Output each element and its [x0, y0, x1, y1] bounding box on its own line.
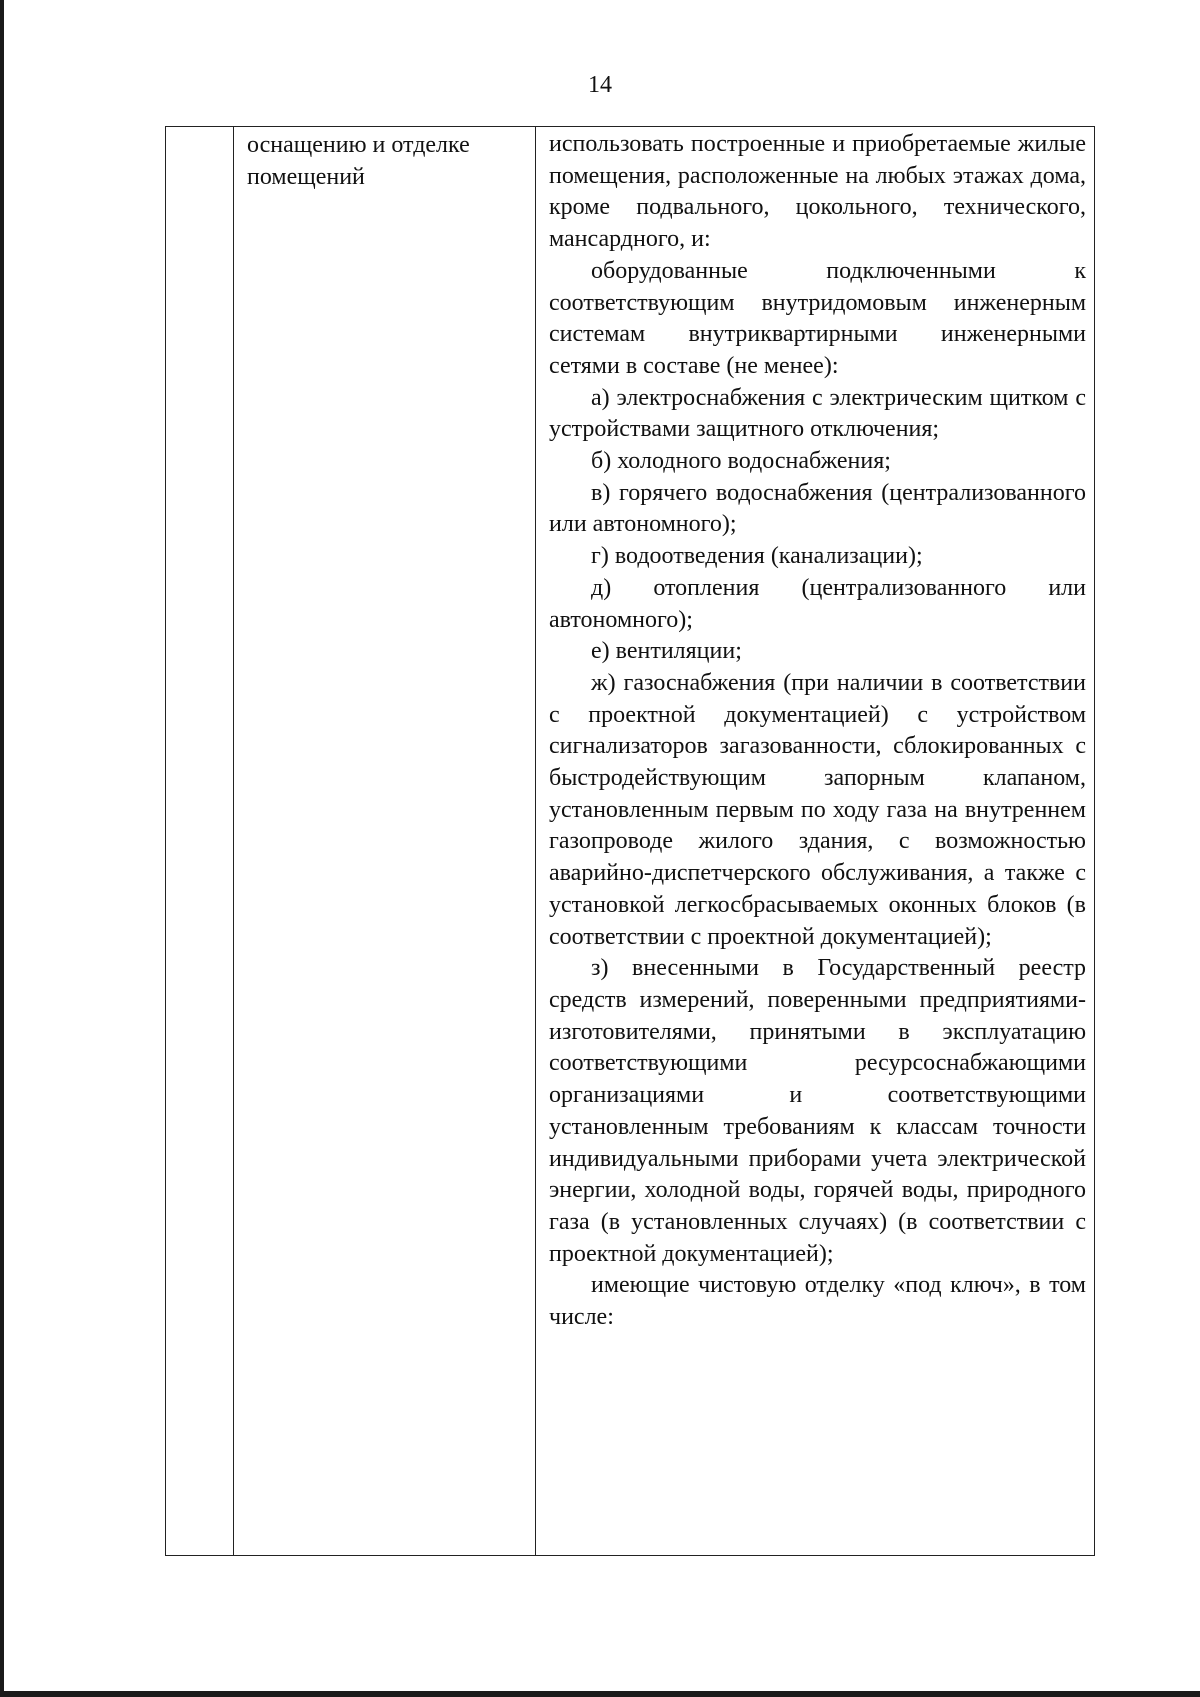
row-name-line: помещений: [247, 164, 365, 190]
requirement-list-item: в) горячего водоснабжения (централизованного или автономного);: [549, 479, 1086, 538]
requirement-list-item: е) вентиляции;: [591, 638, 742, 665]
requirement-list-item: ж) газоснабжения (при наличии в соответствии с проектной документацией) с устройством сигнализаторов загазованности, сблокированных с быстродействующим запорным клапаном, установленным первым по ходу газа на внутреннем газопроводе жилого здания, с возможностью аварийно-диспетчерского обслуживания, а также с установкой легкосбрасываемых оконных блоков (в соответствии с проектной документацией);: [549, 669, 1086, 950]
scan-border-bottom: [0, 1691, 1200, 1697]
requirement-list-item: д) отопления (централизованного или автономного);: [549, 574, 1086, 633]
column-divider: [535, 127, 536, 1555]
requirement-paragraph: использовать построенные и приобретаемые жилые помещения, расположенные на любых этажах дома, кроме подвального, цокольного, технического, мансардного, и:: [549, 131, 1086, 253]
row-number-cell: [166, 127, 233, 1555]
column-divider: [233, 127, 234, 1555]
requirement-list-item: г) водоотведения (канализации);: [591, 543, 923, 570]
row-requirements-cell: [549, 129, 1086, 1334]
requirement-list-item: а) электроснабжения с электрическим щитком с устройствами защитного отключения;: [549, 384, 1086, 443]
requirement-list-item: з) внесенными в Государственный реестр средств измерений, поверенными предприятиями-изготовителями, принятыми в эксплуатацию соответствующими ресурсоснабжающими организациями и соответствующими установленным требованиям к классам точности индивидуальными приборами учета электрической энергии, холодной воды, горячей воды, природного газа (в установленных случаях) (в соответствии с проектной документацией);: [549, 955, 1086, 1267]
page-number: 14: [588, 72, 612, 98]
scan-border-left: [0, 0, 4, 1697]
row-name-line: оснащению и отделке: [247, 132, 470, 158]
requirements-table: [165, 126, 1095, 1556]
requirement-paragraph: оборудованные подключенными к соответствующим внутридомовым инженерным системам внутриквартирными инженерными сетями в составе (не менее):: [549, 257, 1086, 379]
row-name-cell: [247, 129, 529, 193]
requirement-paragraph: имеющие чистовую отделку «под ключ», в том числе:: [549, 1272, 1086, 1331]
requirement-list-item: б) холодного водоснабжения;: [591, 448, 891, 475]
